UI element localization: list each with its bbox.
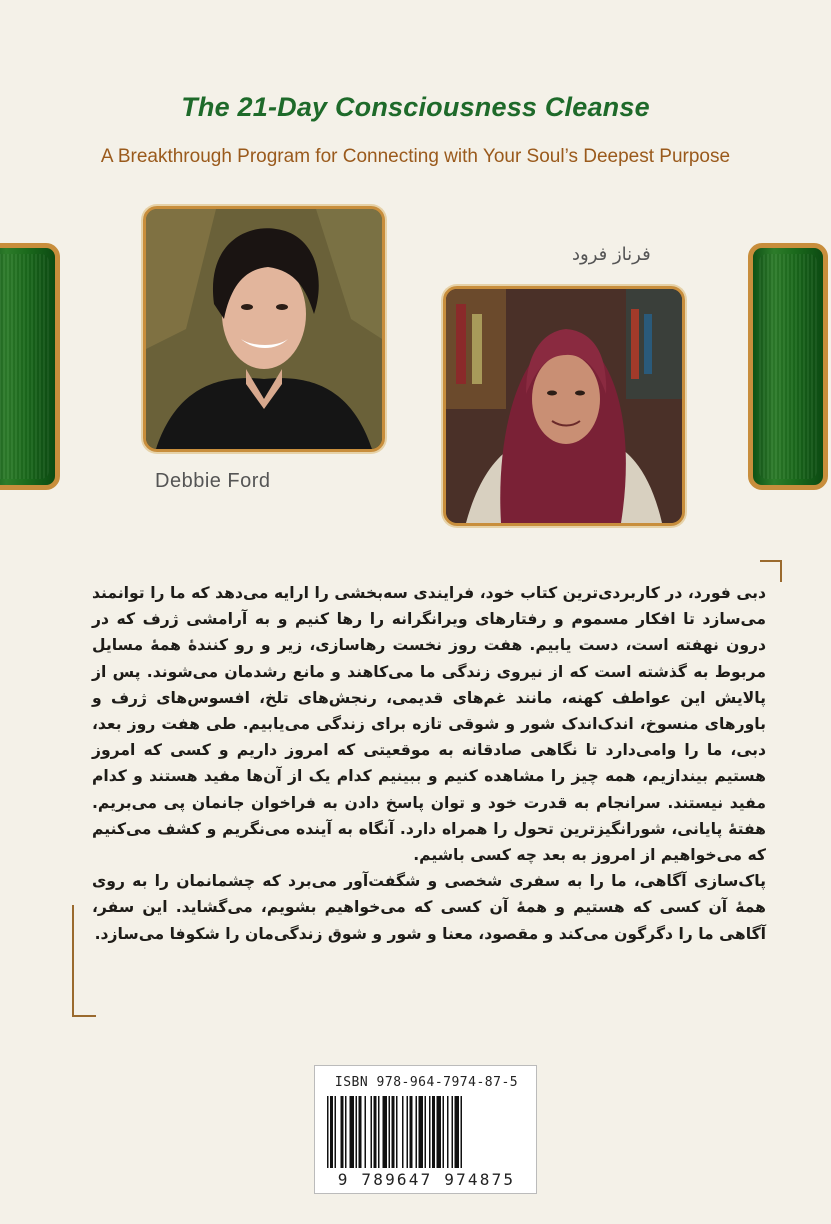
- isbn-label: ISBN 978-964-7974-87-5: [334, 1075, 519, 1090]
- decorative-green-panel-right: [748, 243, 828, 490]
- book-subtitle: A Breakthrough Program for Connecting with Your Soul’s Deepest Purpose: [100, 146, 731, 167]
- barcode-bar: [455, 1096, 460, 1168]
- barcode-bar: [432, 1096, 435, 1168]
- blurb-text: [92, 580, 766, 947]
- barcode-bar: [350, 1096, 355, 1168]
- barcode-bar: [461, 1096, 463, 1168]
- author-photo: [143, 206, 385, 452]
- barcode-bars: [325, 1096, 528, 1168]
- barcode-bar: [407, 1096, 409, 1168]
- barcode-bar: [389, 1096, 391, 1168]
- decorative-corner-top-right: [760, 560, 782, 582]
- barcode-bar: [345, 1096, 347, 1168]
- barcode-bar: [330, 1096, 333, 1168]
- isbn-barcode: [314, 1065, 537, 1194]
- barcode-bar: [341, 1096, 344, 1168]
- barcode-bar: [383, 1096, 388, 1168]
- translator-portrait-image: [446, 289, 682, 523]
- book-title: The 21-Day Consciousness Cleanse: [181, 92, 650, 122]
- blurb-paragraph-1: دبی فورد، در کاربردی‌ترین کتاب خود، فرایندی سه‌بخشی را ارایه می‌دهد که ما را توانمند می‌سازد تا افکار مسموم و رفتارهای ویرانگرانه را رها کنیم و به آرامشی ژرف که در درون نهفته است، دست یابیم. هفت روز نخست رهاسازی، زیر و رو کنندهٔ همهٔ مسایل مربوط به گذشته است که از نیروی زندگی ما می‌کاهند و مانع رشدمان می‌شوند. پس از پالایش این عواطف کهنه، مانند غم‌های قدیمی، رنجش‌های تلخ، افسوس‌های ژرف و باورهای منسوخ، اندک‌اندک شور و شوقی تازه برای زندگی می‌یابیم. طی هفت روز بعد، دبی، ما را وامی‌دارد تا نگاهی صادقانه به موقعیتی که امروز داریم و کسی که امروز هستیم بیندازیم، همه چیز را مشاهده کنیم و ببینیم کدام یک از آن‌ها مفید هستند و کدام مفید نیستند. سرانجام به قدرت خود و توان پاسخ دادن به فراخوان جانمان پی می‌بریم. هفتهٔ پایانی، شورانگیزترین تحول را همراه دارد. آنگاه به آینده می‌نگریم و کشف می‌کنیم که می‌خواهیم از امروز به بعد چه کسی باشیم.: [92, 584, 766, 865]
- barcode-bar: [359, 1096, 362, 1168]
- translator-name: فرناز فرود: [572, 244, 651, 265]
- barcode-bar: [371, 1096, 373, 1168]
- barcode-bar: [402, 1096, 404, 1168]
- barcode-bar: [416, 1096, 418, 1168]
- barcode-bar: [335, 1096, 337, 1168]
- barcode-bar: [425, 1096, 427, 1168]
- barcode-bar: [392, 1096, 395, 1168]
- blurb-paragraph-2: پاک‌سازی آگاهی، ما را به سفری شخصی و شگفت‌آور می‌برد که چشمانمان را به روی همهٔ آن کسی که هستیم و همهٔ آن کسی که می‌خواهیم بشویم، می‌گشاید. این سفر، آگاهی ما را دگرگون می‌کند و مقصود، معنا و شور و شوق زندگی‌مان را شکوفا می‌سازد.: [92, 872, 766, 943]
- barcode-bar: [356, 1096, 358, 1168]
- barcode-bar: [396, 1096, 398, 1168]
- barcode-bar: [327, 1096, 329, 1168]
- author-portrait-image: [146, 209, 382, 449]
- author-name: Debbie Ford: [155, 470, 271, 492]
- barcode-bar: [374, 1096, 377, 1168]
- barcode-bar: [437, 1096, 442, 1168]
- barcode-bar: [452, 1096, 454, 1168]
- barcode-bar: [410, 1096, 413, 1168]
- barcode-bar: [378, 1096, 380, 1168]
- translator-photo: [443, 286, 685, 526]
- decorative-green-panel-left: [0, 243, 60, 490]
- barcode-bar: [447, 1096, 449, 1168]
- barcode-bar: [419, 1096, 424, 1168]
- barcode-bar: [365, 1096, 367, 1168]
- barcode-bar: [443, 1096, 445, 1168]
- ean-number: 9 789647 974875: [337, 1170, 516, 1189]
- barcode-bar: [429, 1096, 431, 1168]
